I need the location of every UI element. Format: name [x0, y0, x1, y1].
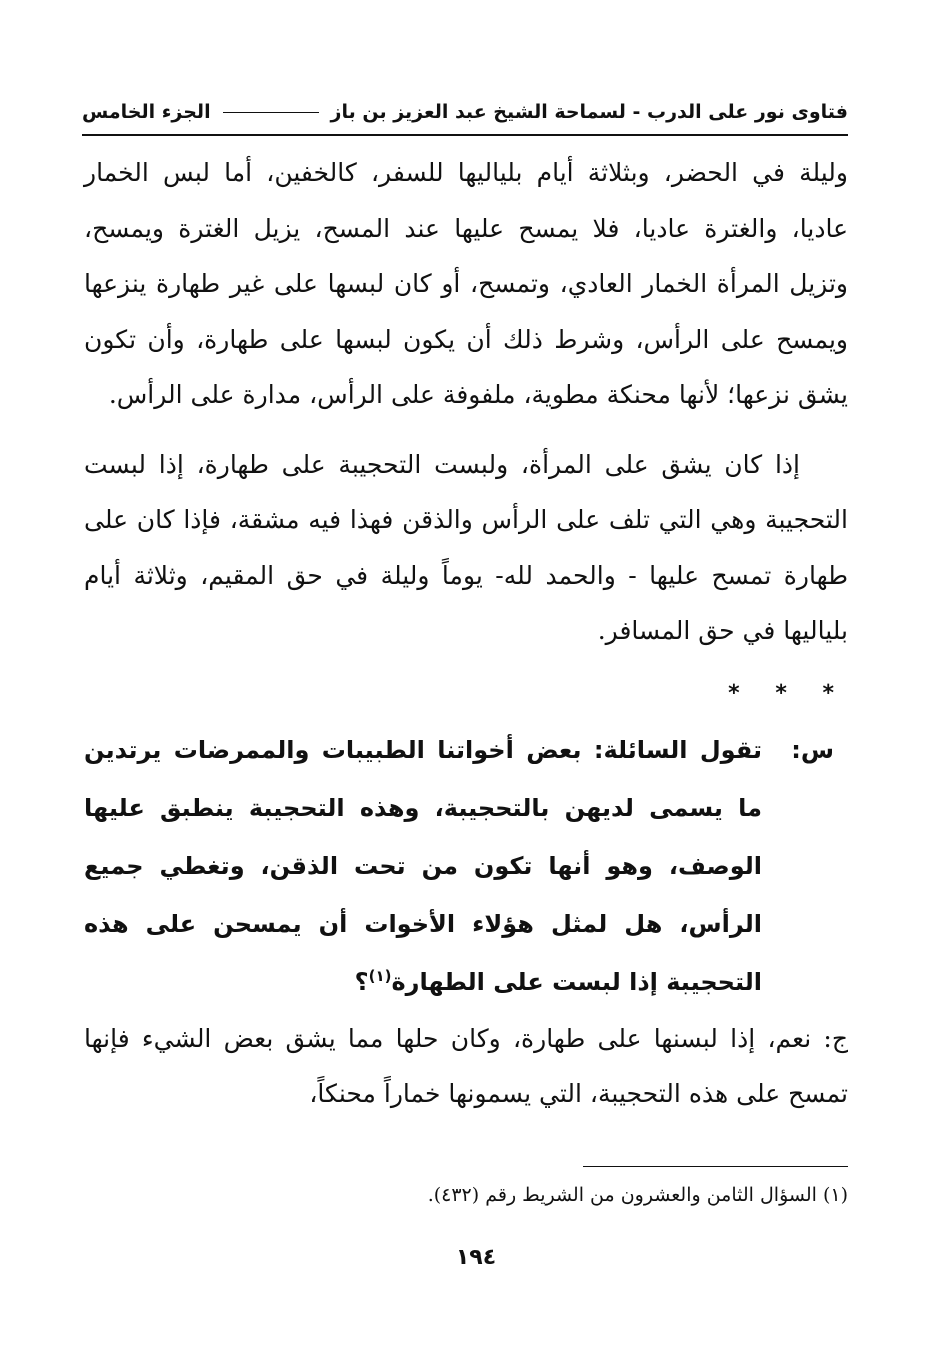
volume-label: الجزء الخامس: [82, 101, 211, 123]
page-number: ١٩٤: [455, 1245, 497, 1270]
running-header: [82, 90, 848, 136]
footnote-rule: [583, 1166, 848, 1167]
section-separator: * * *: [728, 680, 848, 706]
header-rule: [223, 112, 319, 113]
question-marker: س:: [791, 735, 834, 764]
paragraph-1: وليلة في الحضر، وبثلاثة أيام بلياليها للسفر، كالخفين، أما لبس الخمار عاديا، والغترة عاديا، فلا يمسح عليها عند المسح، يزيل الغترة ويمسح، وتزيل المرأة الخمار العادي، وتمسح، أو كان لبسها على غير طهارة ينزعها ويمسح على الرأس، وشرط ذلك أن يكون لبسها على طهارة، وأن تكون يشق نزعها؛ لأنها محنكة مطوية، ملفوفة على الرأس، مدارة على الرأس.: [84, 158, 848, 409]
question-end: ؟: [354, 967, 369, 996]
question-block: [84, 721, 848, 1011]
question-text: تقول السائلة: بعض أخواتنا الطبيبات والممرضات يرتدين ما يسمى لديهن بالتحجيبة، وهذه التحجيبة ينطبق عليها الوصف، وهو أنها تكون من تحت الذقن، وتغطي جميع الرأس، هل لمثل هؤلاء الأخوات أن يمسحن على هذه التحجيبة إذا لبست على الطهارة: [84, 735, 762, 996]
paragraph-2: إذا كان يشق على المرأة، ولبست التحجيبة على طهارة، إذا لبست التحجيبة وهي التي تلف على الرأس والذقن فهذا فيه مشقة، فإذا كان على طهارة تمسح عليها - والحمد لله- يوماً وليلة في حق المقيم، وثلاثة أيام بلياليها في حق المسافر.: [84, 449, 848, 645]
book-title: فتاوى نور على الدرب - لسماحة الشيخ عبد العزيز بن باز: [330, 101, 848, 123]
footnote-ref[interactable]: (١): [368, 966, 392, 985]
footnote: (١) السؤال الثامن والعشرون من الشريط رقم (٤٣٢).: [427, 1184, 848, 1206]
answer-block: ج: نعم، إذا لبسنها على طهارة، وكان حلها مما يشق بعض الشيء فإنها تمسح على هذه التحجيبة، التي يسمونها خماراً محنكاً،: [84, 1023, 848, 1108]
page-body: [84, 145, 848, 1122]
